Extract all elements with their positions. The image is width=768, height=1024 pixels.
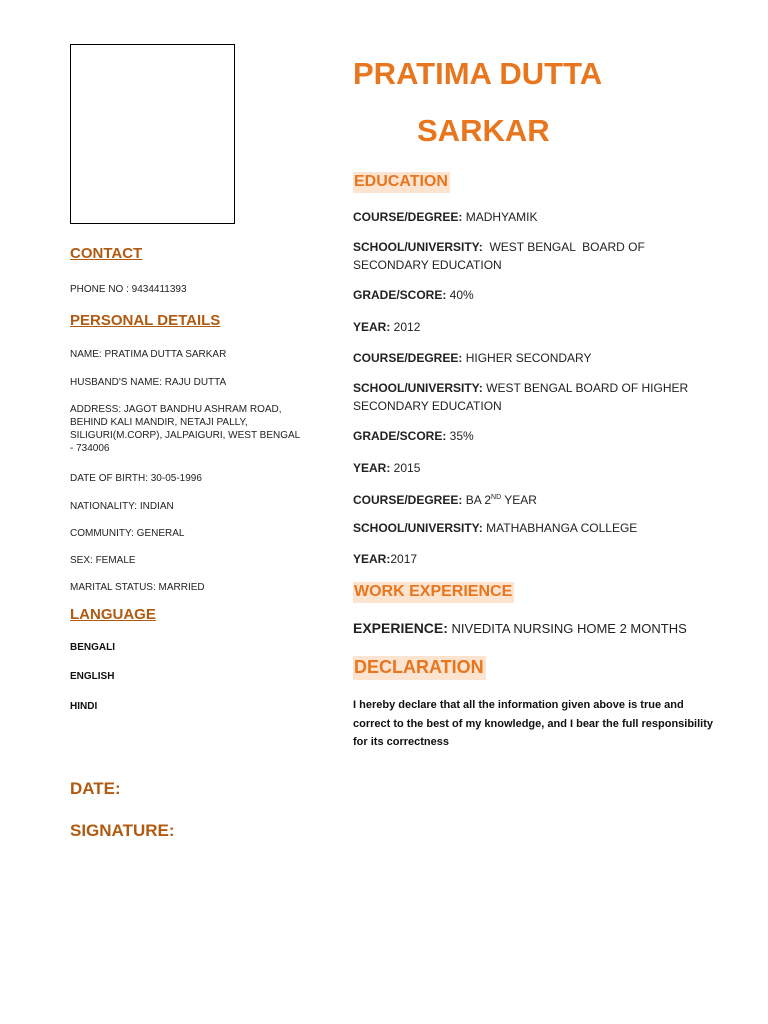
detail-sex: SEX: FEMALE bbox=[70, 555, 136, 566]
detail-nationality: NATIONALITY: INDIAN bbox=[70, 501, 174, 512]
school-label: SCHOOL/UNIVERSITY: bbox=[353, 240, 483, 254]
school-value: WEST BENGAL BOARD OF SECONDARY EDUCATION bbox=[353, 240, 649, 272]
course-label: COURSE/DEGREE: bbox=[353, 210, 463, 224]
year-label: YEAR: bbox=[353, 552, 391, 566]
school-value: WEST BENGAL BOARD OF HIGHER SECONDARY EDUCATION bbox=[353, 381, 689, 413]
detail-marital: MARITAL STATUS: MARRIED bbox=[70, 582, 205, 593]
declaration-heading: DECLARATION bbox=[353, 656, 486, 680]
detail-dob: DATE OF BIRTH: 30-05-1996 bbox=[70, 473, 202, 484]
year-value: 2015 bbox=[390, 461, 421, 475]
grade-value: 35% bbox=[446, 429, 474, 443]
course-value: MADHYAMIK bbox=[462, 210, 538, 224]
grade-label: GRADE/SCORE: bbox=[353, 288, 447, 302]
experience-label: EXPERIENCE: bbox=[353, 620, 448, 636]
edu3-course bbox=[353, 489, 723, 509]
edu3-school bbox=[353, 519, 723, 537]
course-value: HIGHER SECONDARY bbox=[462, 351, 592, 365]
work-experience-entry bbox=[353, 619, 723, 638]
personal-details-heading: PERSONAL DETAILS bbox=[70, 312, 221, 329]
edu2-year bbox=[353, 459, 723, 477]
candidate-name-line2: SARKAR bbox=[417, 113, 550, 148]
education-heading: EDUCATION bbox=[353, 172, 450, 193]
detail-name: NAME: PRATIMA DUTTA SARKAR bbox=[70, 349, 227, 360]
edu3-year bbox=[353, 550, 723, 568]
phone-number: PHONE NO : 9434411393 bbox=[70, 284, 187, 295]
school-label: SCHOOL/UNIVERSITY: bbox=[353, 521, 483, 535]
detail-community: COMMUNITY: GENERAL bbox=[70, 528, 185, 539]
experience-value: NIVEDITA NURSING HOME 2 MONTHS bbox=[447, 621, 687, 636]
edu1-school bbox=[353, 238, 723, 274]
language-heading: LANGUAGE bbox=[70, 606, 156, 623]
course-label: COURSE/DEGREE: bbox=[353, 493, 463, 507]
language-item: BENGALI bbox=[70, 642, 115, 653]
language-item: HINDI bbox=[70, 701, 98, 712]
detail-husband: HUSBAND'S NAME: RAJU DUTTA bbox=[70, 377, 227, 388]
edu1-grade bbox=[353, 286, 723, 304]
date-label: DATE: bbox=[70, 779, 121, 798]
year-value: 2017 bbox=[390, 552, 418, 566]
declaration-text: I hereby declare that all the information given above is true and correct to the best of my knowledge, and I bear the full responsibility for its correctness bbox=[353, 699, 714, 748]
detail-address: ADDRESS: JAGOT BANDHU ASHRAM ROAD, BEHIND KALI MANDIR, NETAJI PALLY, SILIGURI(M.CORP), JALPAIGURI, WEST BENGAL - 734006 bbox=[70, 404, 300, 454]
candidate-name-line1: PRATIMA DUTTA bbox=[353, 56, 603, 91]
work-experience-heading: WORK EXPERIENCE bbox=[353, 582, 514, 603]
course-label: COURSE/DEGREE: bbox=[353, 351, 463, 365]
grade-label: GRADE/SCORE: bbox=[353, 429, 447, 443]
photo-placeholder bbox=[70, 44, 235, 224]
course-superscript: ND bbox=[491, 494, 502, 501]
edu1-year bbox=[353, 318, 723, 336]
course-value: BA 2 bbox=[462, 493, 492, 507]
edu2-course bbox=[353, 349, 723, 367]
edu1-course bbox=[353, 208, 723, 226]
year-label: YEAR: bbox=[353, 461, 391, 475]
year-value: 2012 bbox=[390, 320, 421, 334]
grade-value: 40% bbox=[446, 288, 474, 302]
language-item: ENGLISH bbox=[70, 671, 115, 682]
course-tail: YEAR bbox=[501, 493, 537, 507]
edu2-school bbox=[353, 379, 723, 415]
school-label: SCHOOL/UNIVERSITY: bbox=[353, 381, 483, 395]
year-label: YEAR: bbox=[353, 320, 391, 334]
edu2-grade bbox=[353, 427, 723, 445]
signature-label: SIGNATURE: bbox=[70, 821, 175, 840]
contact-heading: CONTACT bbox=[70, 245, 143, 262]
school-value: MATHABHANGA COLLEGE bbox=[482, 521, 638, 535]
